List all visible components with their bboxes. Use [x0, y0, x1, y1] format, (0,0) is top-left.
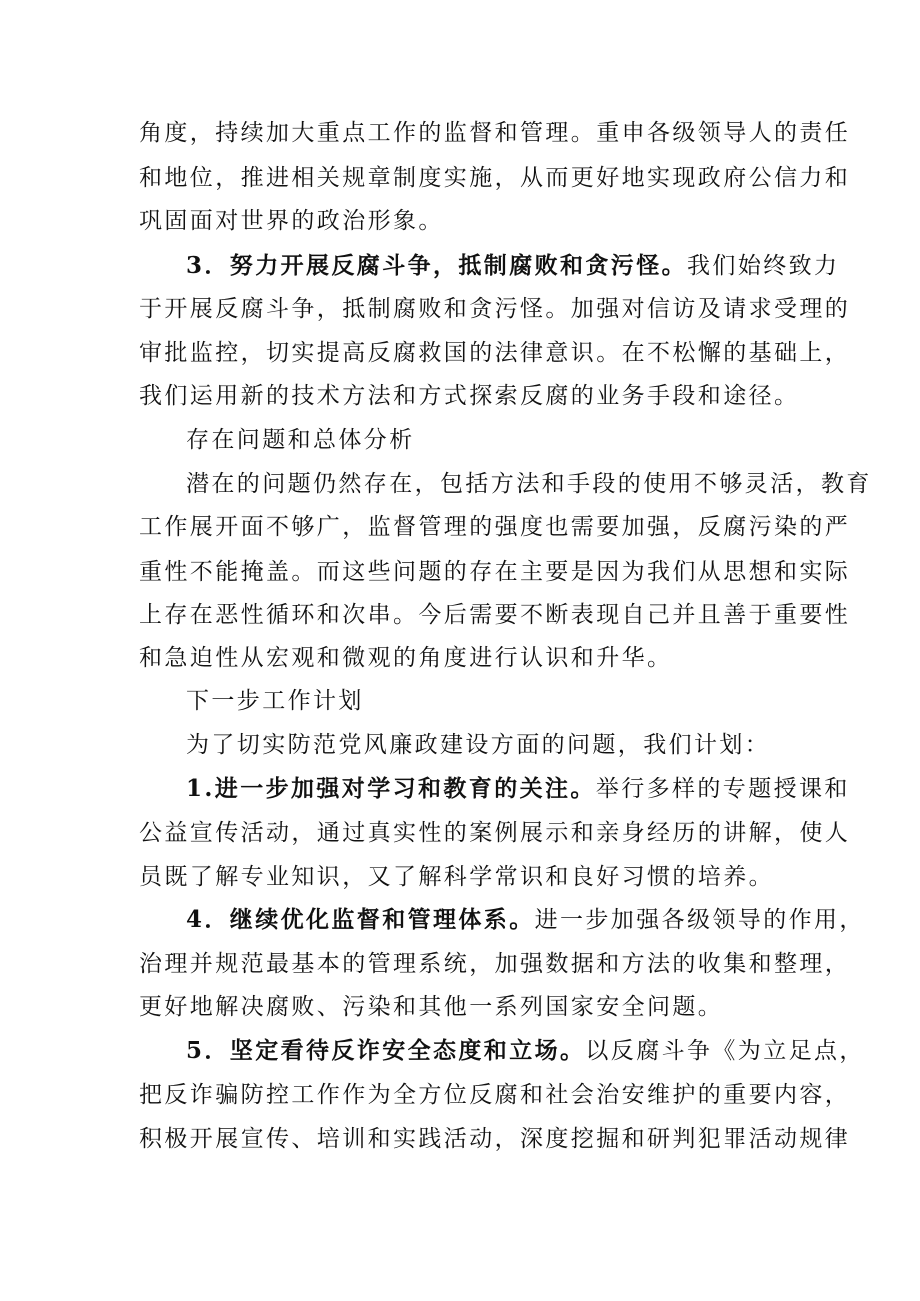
paragraph-line: 公益宣传活动，通过真实性的案例展示和亲身经历的讲解，使人 [139, 820, 851, 846]
paragraph-line: 和急迫性从宏观和微观的角度进行认识和升华。 [139, 645, 673, 671]
paragraph-line: 于开展反腐斗争，抵制腐败和贪污怪。加强对信访及请求受理的 [139, 296, 851, 322]
item-text: 我们始终致力 [687, 253, 840, 279]
paragraph-line: 我们运用新的技术方法和方式探索反腐的业务手段和途径。 [139, 383, 800, 409]
item-text: 进一步加强各级领导的作用， [534, 907, 865, 933]
numbered-item-3 [186, 251, 839, 281]
paragraph-line: 潜在的问题仍然存在，包括方法和手段的使用不够灵活，教育 [186, 471, 872, 497]
numbered-item-5 [186, 1036, 865, 1066]
paragraph-line: 工作展开面不够广，监督管理的强度也需要加强，反腐污染的严 [139, 514, 851, 540]
paragraph-line: 审批监控，切实提高反腐救国的法律意识。在不松懈的基础上， [139, 340, 851, 366]
paragraph-line: 角度，持续加大重点工作的监督和管理。重申各级领导人的责任 [139, 120, 851, 146]
paragraph-line: 为了切实防范党风廉政建设方面的问题，我们计划： [186, 732, 771, 758]
section-heading-plan: 下一步工作计划 [186, 688, 364, 714]
paragraph-line: 重性不能掩盖。而这些问题的存在主要是因为我们从思想和实际 [139, 559, 851, 585]
item-heading: 1.进一步加强对学习和教育的关注。 [186, 775, 596, 802]
paragraph-line: 把反诈骗防控工作作为全方位反腐和社会治安维护的重要内容， [139, 1082, 851, 1108]
paragraph-line: 治理并规范最基本的管理系统，加强数据和方法的收集和整理， [139, 951, 851, 977]
item-text: 举行多样的专题授课和 [595, 776, 850, 802]
numbered-item-4 [186, 905, 865, 935]
paragraph-line: 员既了解专业知识，又了解科学常识和良好习惯的培养。 [139, 864, 774, 890]
paragraph-line: 巩固面对世界的政治形象。 [139, 208, 444, 234]
item-heading: 3．努力开展反腐斗争，抵制腐败和贪污怪。 [186, 252, 688, 279]
paragraph-line: 和地位，推进相关规章制度实施，从而更好地实现政府公信力和 [139, 165, 851, 191]
item-heading: 5．坚定看待反诈安全态度和立场。 [186, 1037, 586, 1064]
section-heading-issues: 存在问题和总体分析 [186, 427, 415, 453]
item-heading: 4．继续优化监督和管理体系。 [186, 906, 535, 933]
paragraph-line: 积极开展宣传、培训和实践活动，深度挖掘和研判犯罪活动规律 [139, 1126, 851, 1152]
item-text: 以反腐斗争《为立足点， [585, 1038, 865, 1064]
numbered-item-1 [186, 774, 850, 804]
paragraph-line: 上存在恶性循环和次串。今后需要不断表现自己并且善于重要性 [139, 602, 851, 628]
paragraph-line: 更好地解决腐败、污染和其他一系列国家安全问题。 [139, 994, 724, 1020]
